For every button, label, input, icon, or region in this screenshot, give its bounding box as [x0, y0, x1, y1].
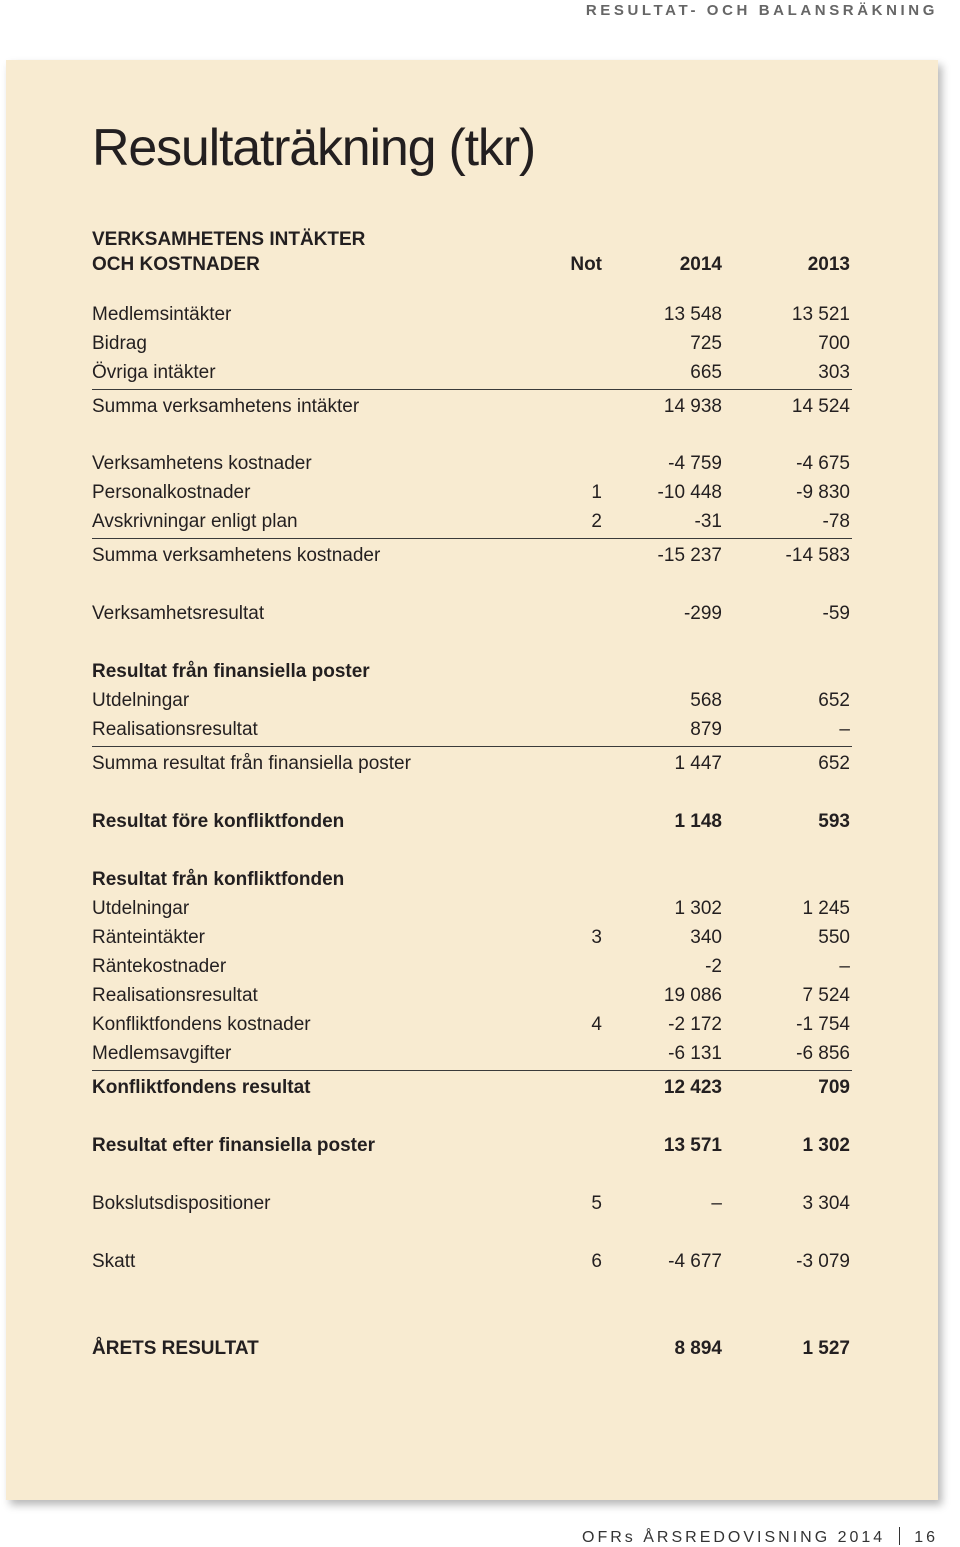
- row-value-2014: 12 423: [663, 1077, 722, 1098]
- table-row: [92, 749, 852, 778]
- table-row: [92, 449, 852, 478]
- statement-panel: [6, 60, 938, 1500]
- table-row: [92, 1189, 852, 1218]
- row-label: Verksamhetens kostnader: [92, 453, 312, 474]
- row-note: 4: [591, 1014, 602, 1035]
- row-label: Medlemsintäkter: [92, 304, 232, 325]
- row-label: Realisationsresultat: [92, 985, 258, 1006]
- table-row: [92, 358, 852, 387]
- row-label: Ränteintäkter: [92, 927, 206, 948]
- row-value-2013: -4 675: [796, 453, 850, 474]
- publication-name: OFRs ÅRSREDOVISNING 2014: [582, 1529, 886, 1546]
- row-label: Medlemsavgifter: [92, 1043, 232, 1064]
- row-label: Resultat före konfliktfonden: [92, 811, 345, 832]
- row-value-2014: -4 677: [668, 1251, 722, 1272]
- row-label: Övriga intäkter: [92, 362, 216, 383]
- section-heading-line-2: OCH KOSTNADER: [92, 254, 260, 275]
- row-value-2013: 13 521: [791, 304, 850, 325]
- table-row: [92, 392, 852, 421]
- row-value-2014: -31: [694, 511, 722, 532]
- column-header-note: Not: [570, 254, 602, 275]
- row-label: Bokslutsdispositioner: [92, 1193, 271, 1214]
- row-note: 2: [591, 511, 602, 532]
- row-value-2013: -3 079: [796, 1251, 850, 1272]
- row-value-2014: 8 894: [674, 1338, 722, 1359]
- column-header-2014: 2014: [679, 254, 722, 275]
- row-value-2013: 652: [818, 753, 850, 774]
- row-note: 1: [591, 482, 602, 503]
- table-header-row: [92, 252, 852, 278]
- page-footer: [582, 1527, 938, 1547]
- row-note: 5: [591, 1193, 602, 1214]
- table-row: [92, 541, 852, 570]
- row-value-2014: 568: [690, 690, 722, 711]
- row-value-2014: -2: [705, 956, 722, 977]
- row-value-2014: 725: [690, 333, 722, 354]
- table-row: [92, 300, 852, 329]
- divider: [92, 538, 852, 539]
- table-row: [92, 952, 852, 981]
- row-value-2013: 1 245: [802, 898, 850, 919]
- divider: [92, 746, 852, 747]
- section-heading-row: [92, 865, 852, 894]
- row-value-2014: 665: [690, 362, 722, 383]
- section-heading-row: [92, 657, 852, 686]
- row-label: Realisationsresultat: [92, 719, 258, 740]
- row-value-2014: 14 938: [663, 396, 722, 417]
- table-row: [92, 1010, 852, 1039]
- row-value-2013: 303: [818, 362, 850, 383]
- row-label: Summa verksamhetens kostnader: [92, 545, 381, 566]
- divider: [92, 1070, 852, 1071]
- table-row: [92, 1073, 852, 1102]
- row-label: ÅRETS RESULTAT: [92, 1338, 259, 1359]
- table-row: [92, 1334, 852, 1363]
- row-label: Resultat efter finansiella poster: [92, 1135, 375, 1156]
- row-value-2013: 550: [818, 927, 850, 948]
- table-row: [92, 1131, 852, 1160]
- table-row: [92, 599, 852, 628]
- row-value-2013: 3 304: [802, 1193, 850, 1214]
- row-value-2014: -4 759: [668, 453, 722, 474]
- row-value-2014: -299: [683, 603, 722, 624]
- table-row: [92, 1039, 852, 1068]
- row-value-2013: -1 754: [796, 1014, 850, 1035]
- row-value-2013: -6 856: [796, 1043, 850, 1064]
- column-header-2013: 2013: [807, 254, 850, 275]
- table-row: [92, 507, 852, 536]
- row-value-2014: 1 447: [674, 753, 722, 774]
- row-value-2013: 709: [818, 1077, 850, 1098]
- row-value-2013: 700: [818, 333, 850, 354]
- section-heading-line-1: VERKSAMHETENS INTÄKTER: [92, 229, 366, 250]
- row-value-2013: -14 583: [785, 545, 850, 566]
- row-value-2013: -59: [822, 603, 850, 624]
- row-label: Skatt: [92, 1251, 136, 1272]
- row-label: Avskrivningar enligt plan: [92, 511, 298, 532]
- table-row: [92, 894, 852, 923]
- row-value-2013: -9 830: [796, 482, 850, 503]
- row-value-2013: 1 302: [802, 1135, 850, 1156]
- row-label: Personalkostnader: [92, 482, 251, 503]
- table-row: [92, 981, 852, 1010]
- row-label: Konfliktfondens kostnader: [92, 1014, 311, 1035]
- page-number: 16: [914, 1529, 938, 1546]
- row-value-2014: -2 172: [668, 1014, 722, 1035]
- row-value-2013: -78: [822, 511, 850, 532]
- row-label: Konfliktfondens resultat: [92, 1077, 311, 1098]
- table-row: [92, 686, 852, 715]
- row-value-2014: -6 131: [668, 1043, 722, 1064]
- row-value-2014: 13 571: [663, 1135, 722, 1156]
- table-row: [92, 1247, 852, 1276]
- row-value-2014: 1 148: [674, 811, 722, 832]
- row-label: Resultat från konfliktfonden: [92, 869, 345, 890]
- row-value-2014: –: [711, 1193, 722, 1214]
- table-row: [92, 807, 852, 836]
- row-value-2013: –: [839, 956, 850, 977]
- row-value-2014: 13 548: [663, 304, 722, 325]
- row-value-2013: –: [839, 719, 850, 740]
- running-head: RESULTAT- OCH BALANSRÄKNING: [585, 2, 938, 19]
- row-value-2013: 7 524: [802, 985, 850, 1006]
- table-row: [92, 478, 852, 507]
- row-value-2014: -15 237: [657, 545, 722, 566]
- row-value-2013: 14 524: [791, 396, 850, 417]
- table-row: [92, 329, 852, 358]
- row-note: 3: [591, 927, 602, 948]
- row-value-2014: 340: [690, 927, 722, 948]
- row-value-2013: 1 527: [802, 1338, 850, 1359]
- footer-separator: [899, 1527, 900, 1545]
- table-row: [92, 923, 852, 952]
- row-value-2013: 652: [818, 690, 850, 711]
- row-value-2014: 1 302: [674, 898, 722, 919]
- row-label: Verksamhetsresultat: [92, 603, 265, 624]
- income-statement-table: [92, 228, 852, 1363]
- row-label: Bidrag: [92, 333, 147, 354]
- row-label: Räntekostnader: [92, 956, 227, 977]
- row-value-2014: -10 448: [657, 482, 722, 503]
- row-value-2014: 879: [690, 719, 722, 740]
- page-title: Resultaträkning (tkr): [92, 119, 535, 177]
- row-label: Utdelningar: [92, 690, 190, 711]
- row-label: Utdelningar: [92, 898, 190, 919]
- divider: [92, 389, 852, 390]
- row-note: 6: [591, 1251, 602, 1272]
- row-label: Summa resultat från finansiella poster: [92, 753, 411, 774]
- row-label: Resultat från finansiella poster: [92, 661, 370, 682]
- table-row: [92, 715, 852, 744]
- row-label: Summa verksamhetens intäkter: [92, 396, 360, 417]
- row-value-2013: 593: [818, 811, 850, 832]
- row-value-2014: 19 086: [663, 985, 722, 1006]
- table-heading-line-1: [92, 228, 852, 252]
